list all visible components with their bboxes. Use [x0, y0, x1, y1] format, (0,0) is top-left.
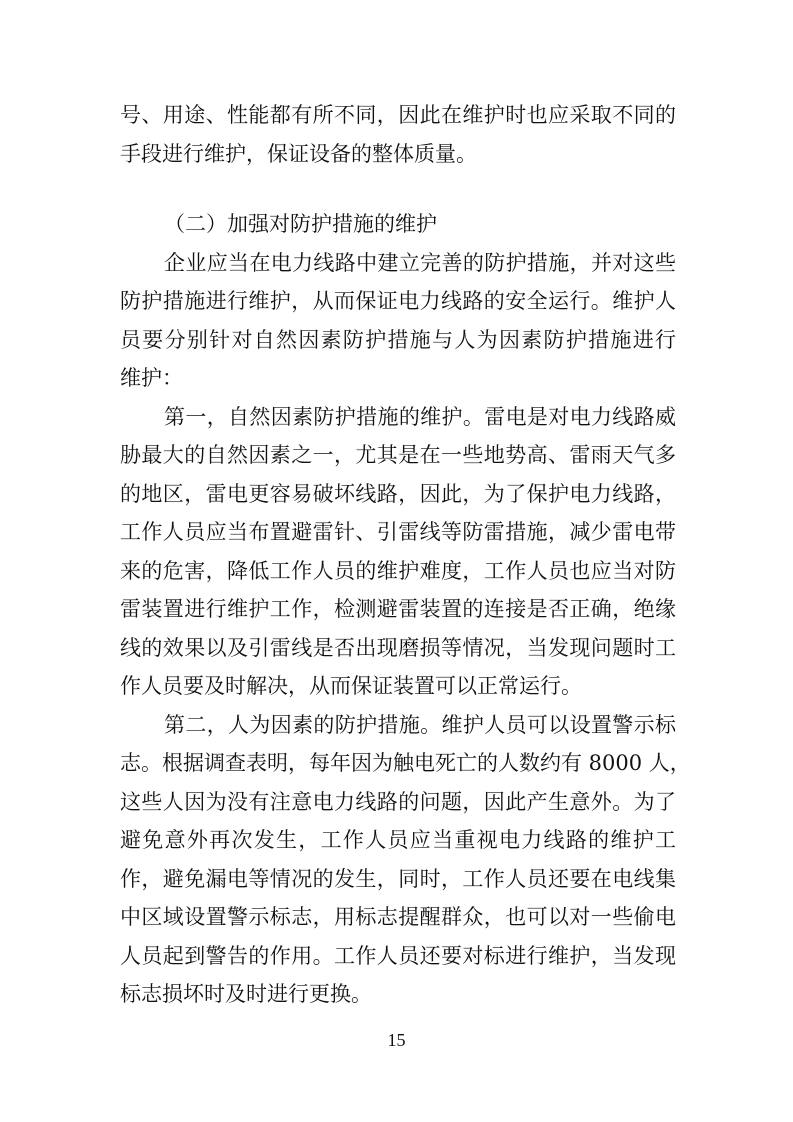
text-line: 号、用途、性能都有所不同，因此在维护时也应采取不同的	[120, 103, 676, 127]
text-line: 工作人员应当布置避雷针、引雷线等防雷措施，减少雷电带	[120, 520, 676, 544]
text-line: 来的危害，降低工作人员的维护难度，工作人员也应当对防	[120, 558, 676, 583]
text-line: 维护：	[120, 366, 183, 390]
text-line: 人员起到警告的作用。工作人员还要对标进行维护，当发现	[120, 943, 676, 968]
text-line: 第一，自然因素防护措施的维护。雷电是对电力线路威	[164, 404, 676, 429]
text-line: 员要分别针对自然因素防护措施与人为因素防护措施进行	[120, 327, 676, 352]
paragraph	[120, 398, 676, 706]
text-line: 的地区，雷电更容易破坏线路，因此，为了保护电力线路，	[120, 481, 676, 506]
text-line: 这些人因为没有注意电力线路的问题，因此产生意外。为了	[120, 789, 676, 814]
document-page	[120, 96, 691, 1014]
text-line: 手段进行维护，保证设备的整体质量。	[120, 141, 477, 166]
page-number: 15	[387, 1030, 406, 1050]
text-line: 标志损坏时及时进行更换。	[120, 982, 372, 1006]
text-line: 志。根据调查表明，每年因为触电死亡的人数约有 8000 人，	[120, 751, 691, 775]
section-heading: （二）加强对防护措施的维护	[164, 212, 437, 236]
text-line: 企业应当在电力线路中建立完善的防护措施，并对这些	[164, 250, 676, 275]
paragraph-gap	[120, 173, 676, 205]
paragraph	[120, 244, 676, 398]
text-line: 雷装置进行维护工作，检测避雷装置的连接是否正确，绝缘	[120, 597, 676, 621]
text-line: 中区域设置警示标志，用标志提醒群众，也可以对一些偷电	[120, 905, 676, 929]
text-line: 避免意外再次发生，工作人员应当重视电力线路的维护工	[120, 828, 676, 852]
text-line: 第二，人为因素的防护措施。维护人员可以设置警示标	[164, 712, 676, 737]
text-line: 作人员要及时解决，从而保证装置可以正常运行。	[120, 674, 582, 698]
text-line: 线的效果以及引雷线是否出现磨损等情况，当发现问题时工	[120, 635, 676, 660]
paragraph-continuation	[120, 96, 676, 173]
text-line: 作，避免漏电等情况的发生，同时，工作人员还要在电线集	[120, 866, 676, 891]
paragraph	[120, 706, 691, 1014]
text-line: 防护措施进行维护，从而保证电力线路的安全运行。维护人	[120, 289, 676, 313]
text-line: 胁最大的自然因素之一，尤其是在一些地势高、雷雨天气多	[120, 443, 676, 467]
